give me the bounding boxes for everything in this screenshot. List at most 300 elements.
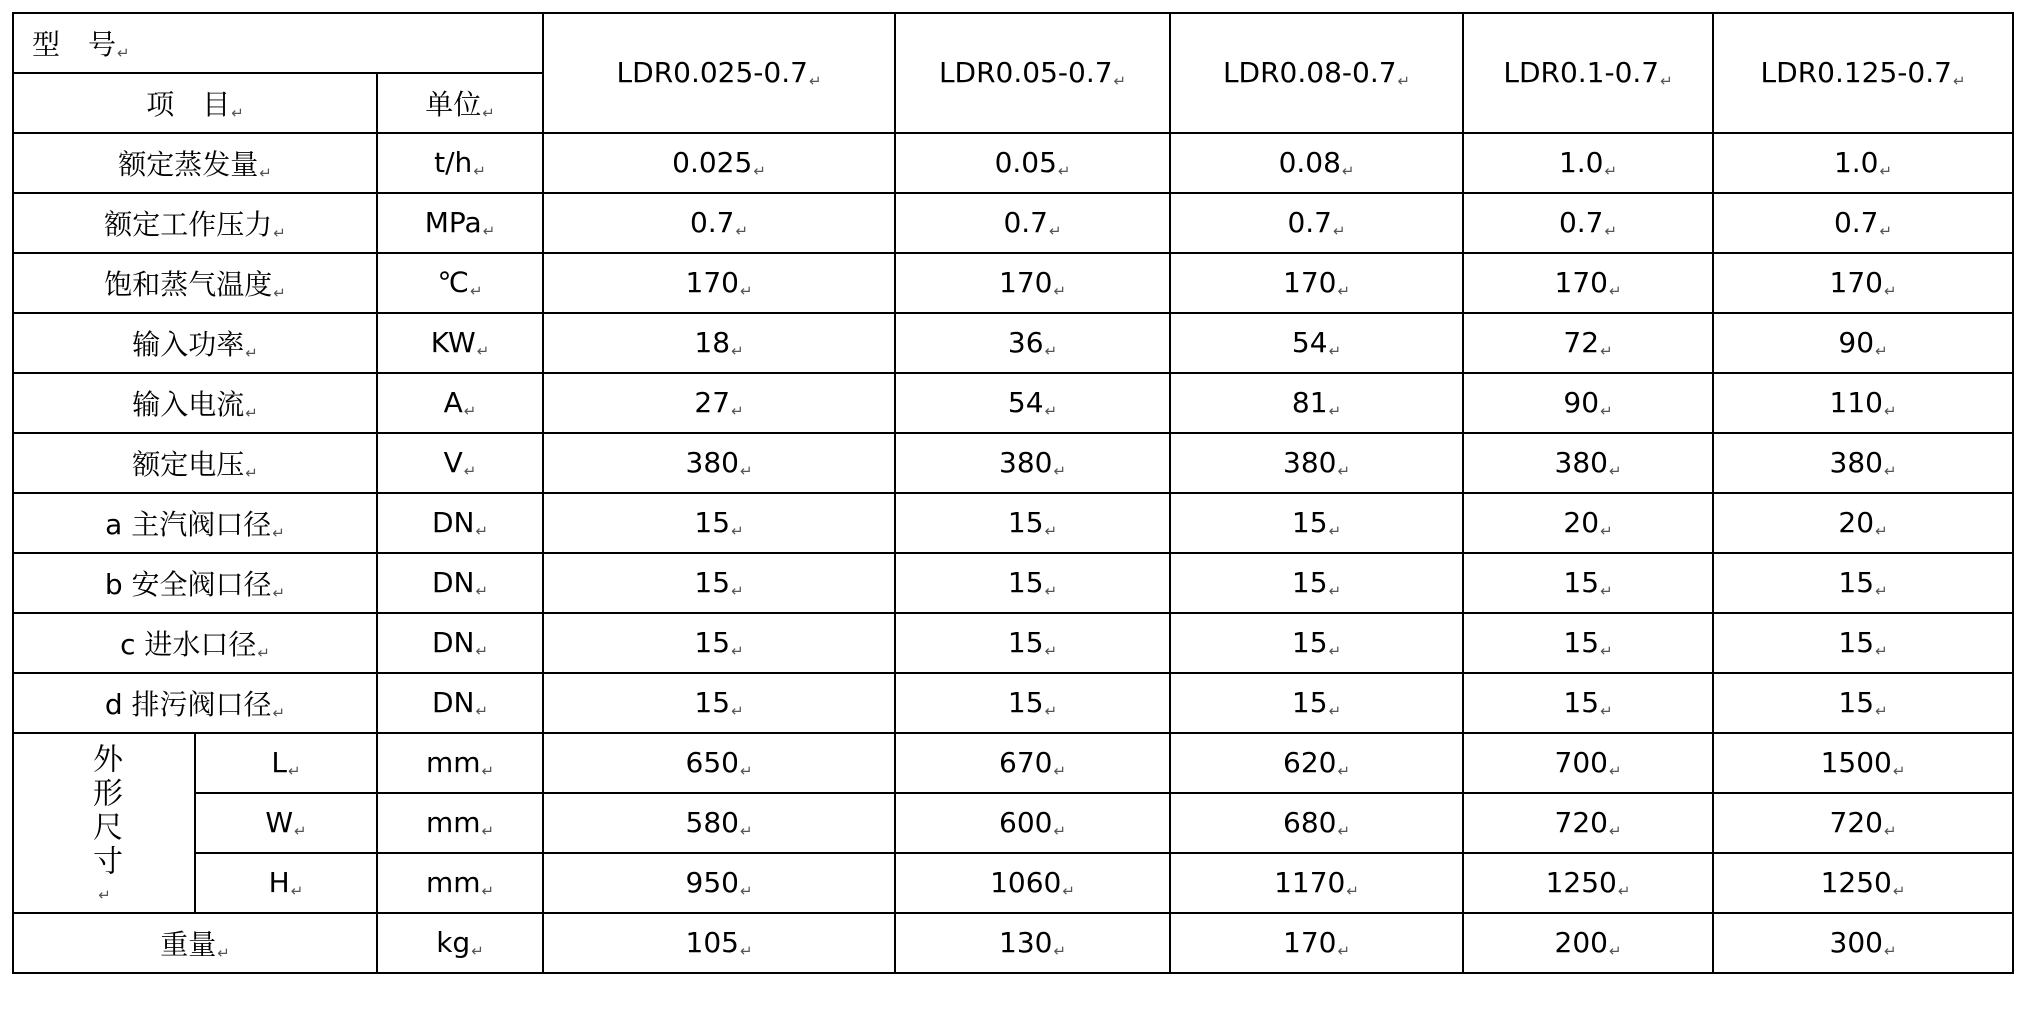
row-value [1713, 493, 2013, 553]
paragraph-mark-icon: ↵ [739, 762, 753, 780]
row-value-text: 15 [1838, 686, 1875, 719]
row-value-text: 170 [1283, 266, 1337, 299]
dimension-row [13, 793, 2013, 853]
row-value [1713, 613, 2013, 673]
model-header [1170, 13, 1463, 133]
row-value-text: 300 [1829, 926, 1883, 959]
row-item-label-text: d 排污阀口径 [104, 688, 272, 721]
paragraph-mark-icon: ↵ [739, 882, 753, 900]
row-value [543, 793, 895, 853]
row-value-text: 15 [1291, 506, 1328, 539]
row-value [543, 313, 895, 373]
paragraph-mark-icon: ↵ [1600, 642, 1613, 660]
row-value-text: 15 [1291, 566, 1328, 599]
item-label-text: 项 目 [146, 88, 231, 121]
row-value-text: 105 [685, 926, 739, 959]
row-value-text: 580 [685, 806, 739, 839]
row-value [1463, 373, 1713, 433]
paragraph-mark-icon: ↵ [1044, 642, 1058, 660]
paragraph-mark-icon: ↵ [1952, 72, 1966, 90]
row-value-text: 1250 [1820, 866, 1892, 899]
row-value [1170, 133, 1463, 193]
paragraph-mark-icon: ↵ [1337, 762, 1351, 780]
row-value-text: 170 [999, 266, 1053, 299]
unit-label [377, 73, 543, 133]
row-unit [377, 493, 543, 553]
row-unit [377, 133, 543, 193]
model-header [1713, 13, 2013, 133]
row-value [895, 133, 1170, 193]
row-value-text: 380 [999, 446, 1053, 479]
row-value [1170, 373, 1463, 433]
row-unit-text: DN [431, 506, 475, 539]
row-item-label-text: c 进水口径 [120, 628, 257, 661]
row-value-text: 15 [1563, 566, 1600, 599]
row-value-text: 1170 [1274, 866, 1346, 899]
row-value [1463, 133, 1713, 193]
row-unit-text: MPa [424, 206, 482, 239]
row-value [1713, 133, 2013, 193]
paragraph-mark-icon: ↵ [245, 404, 258, 422]
paragraph-mark-icon: ↵ [1875, 642, 1888, 660]
row-item-label-text: 额定电压 [132, 448, 245, 481]
row-value-text: 700 [1554, 746, 1608, 779]
paragraph-mark-icon: ↵ [272, 584, 286, 602]
paragraph-mark-icon: ↵ [1604, 162, 1618, 180]
paragraph-mark-icon: ↵ [731, 522, 744, 540]
table-row [13, 493, 2013, 553]
row-value [895, 373, 1170, 433]
paragraph-mark-icon: ↵ [482, 222, 496, 240]
row-unit-text: kg [436, 926, 471, 959]
paragraph-mark-icon: ↵ [475, 702, 489, 720]
row-item-label [13, 433, 377, 493]
row-value-text: 170 [1829, 266, 1883, 299]
paragraph-mark-icon: ↵ [272, 524, 285, 542]
row-value [1170, 433, 1463, 493]
row-value [1713, 853, 2013, 913]
paragraph-mark-icon: ↵ [1608, 762, 1622, 780]
row-value-text: 620 [1283, 746, 1337, 779]
row-value-text: 1.0 [1833, 146, 1879, 179]
row-value-text: 170 [1283, 926, 1337, 959]
row-value [895, 313, 1170, 373]
paragraph-mark-icon: ↵ [739, 282, 753, 300]
row-value [1713, 553, 2013, 613]
type-label-text: 型 号 [32, 28, 117, 61]
row-value-text: 720 [1829, 806, 1883, 839]
table-row [13, 253, 2013, 313]
row-value-text: 170 [685, 266, 739, 299]
paragraph-mark-icon: ↵ [1892, 762, 1906, 780]
row-value-text: 1250 [1545, 866, 1617, 899]
row-unit-text: mm [425, 746, 481, 779]
row-item-label [13, 253, 377, 313]
paragraph-mark-icon: ↵ [1044, 342, 1058, 360]
row-value-text: 0.7 [689, 206, 735, 239]
row-value-text: 27 [694, 386, 731, 419]
row-value-text: 380 [1554, 446, 1608, 479]
row-item-label [13, 373, 377, 433]
paragraph-mark-icon: ↵ [739, 822, 753, 840]
paragraph-mark-icon: ↵ [1883, 822, 1897, 840]
paragraph-mark-icon: ↵ [481, 822, 495, 840]
row-value-text: 650 [685, 746, 739, 779]
table-row [13, 133, 2013, 193]
model-header-text: LDR0.1-0.7 [1503, 56, 1660, 89]
paragraph-mark-icon: ↵ [1875, 342, 1888, 360]
row-item-label-text: 重量 [160, 928, 217, 961]
paragraph-mark-icon: ↵ [481, 762, 495, 780]
row-item-label [13, 613, 377, 673]
table-row [13, 913, 2013, 973]
row-value [1170, 493, 1463, 553]
paragraph-mark-icon: ↵ [481, 882, 495, 900]
paragraph-mark-icon: ↵ [1883, 282, 1897, 300]
paragraph-mark-icon: ↵ [1337, 822, 1351, 840]
paragraph-mark-icon: ↵ [273, 284, 286, 302]
row-value [895, 613, 1170, 673]
row-value-text: 1500 [1820, 746, 1892, 779]
row-unit-text: KW [430, 326, 476, 359]
paragraph-mark-icon: ↵ [1341, 162, 1355, 180]
row-item-label [13, 913, 377, 973]
row-unit [377, 913, 543, 973]
row-value-text: 380 [685, 446, 739, 479]
model-header [895, 13, 1170, 133]
paragraph-mark-icon: ↵ [1600, 522, 1613, 540]
row-value [1713, 913, 2013, 973]
paragraph-mark-icon: ↵ [1617, 882, 1631, 900]
row-value-text: 0.05 [994, 146, 1057, 179]
row-unit-text: mm [425, 806, 481, 839]
paragraph-mark-icon: ↵ [1397, 72, 1411, 90]
paragraph-mark-icon: ↵ [1337, 282, 1351, 300]
row-value [1463, 673, 1713, 733]
row-value-text: 0.025 [672, 146, 753, 179]
paragraph-mark-icon: ↵ [1328, 582, 1342, 600]
row-value [543, 613, 895, 673]
paragraph-mark-icon: ↵ [475, 582, 489, 600]
row-value [1463, 253, 1713, 313]
row-value [1713, 193, 2013, 253]
paragraph-mark-icon: ↵ [1337, 462, 1351, 480]
header-row [13, 13, 2013, 73]
row-item-label [13, 313, 377, 373]
row-unit [377, 433, 543, 493]
paragraph-mark-icon: ↵ [808, 72, 822, 90]
row-unit [377, 793, 543, 853]
table-row [13, 433, 2013, 493]
paragraph-mark-icon: ↵ [731, 582, 744, 600]
paragraph-mark-icon: ↵ [463, 402, 477, 420]
row-value-text: 15 [1563, 686, 1600, 719]
row-value [543, 253, 895, 313]
row-unit [377, 373, 543, 433]
row-value [1713, 793, 2013, 853]
row-value [895, 853, 1170, 913]
paragraph-mark-icon: ↵ [1608, 942, 1622, 960]
paragraph-mark-icon: ↵ [1875, 522, 1888, 540]
row-value [1170, 853, 1463, 913]
row-value [543, 133, 895, 193]
row-value [1713, 313, 2013, 373]
dimensions-group-label [13, 733, 195, 913]
row-value [1463, 613, 1713, 673]
table-row [13, 313, 2013, 373]
paragraph-mark-icon: ↵ [1892, 882, 1906, 900]
row-value [1170, 913, 1463, 973]
paragraph-mark-icon: ↵ [259, 164, 272, 182]
row-unit [377, 313, 543, 373]
row-value-text: 670 [999, 746, 1053, 779]
row-item-label-text: b 安全阀口径 [104, 568, 272, 601]
dimension-sub-label [195, 733, 377, 793]
row-value [895, 253, 1170, 313]
model-header-text: LDR0.05-0.7 [938, 56, 1113, 89]
paragraph-mark-icon: ↵ [98, 885, 111, 904]
paragraph-mark-icon: ↵ [753, 162, 766, 180]
row-item-label-text: 额定工作压力 [104, 208, 273, 241]
row-value-text: 170 [1554, 266, 1608, 299]
table-row [13, 613, 2013, 673]
row-unit [377, 553, 543, 613]
row-item-label-text: 饱和蒸气温度 [104, 268, 273, 301]
paragraph-mark-icon: ↵ [731, 342, 744, 360]
row-item-label-text: 额定蒸发量 [118, 148, 259, 181]
row-value-text: 15 [694, 506, 731, 539]
row-unit [377, 673, 543, 733]
paragraph-mark-icon: ↵ [1883, 942, 1897, 960]
paragraph-mark-icon: ↵ [739, 942, 753, 960]
row-item-label [13, 133, 377, 193]
paragraph-mark-icon: ↵ [735, 222, 749, 240]
row-value [1170, 613, 1463, 673]
paragraph-mark-icon: ↵ [1328, 522, 1342, 540]
row-item-label-text: a 主汽阀口径 [105, 508, 272, 541]
row-value-text: 15 [1838, 566, 1875, 599]
row-value-text: 15 [694, 566, 731, 599]
row-value [895, 433, 1170, 493]
row-value-text: 600 [999, 806, 1053, 839]
dimension-sub-label-text: H [268, 866, 290, 899]
paragraph-mark-icon: ↵ [217, 944, 230, 962]
paragraph-mark-icon: ↵ [1879, 222, 1893, 240]
row-value-text: 15 [1563, 626, 1600, 659]
table-row [13, 673, 2013, 733]
row-value-text: 0.7 [1287, 206, 1332, 239]
row-value [1713, 253, 2013, 313]
dimension-sub-label-text: L [271, 746, 288, 779]
row-value [543, 673, 895, 733]
row-unit [377, 733, 543, 793]
row-value [1463, 553, 1713, 613]
row-value [1170, 673, 1463, 733]
row-value [543, 733, 895, 793]
row-item-label [13, 493, 377, 553]
row-value-text: 15 [1007, 626, 1044, 659]
paragraph-mark-icon: ↵ [1660, 72, 1673, 90]
boiler-spec-table [12, 12, 2014, 974]
paragraph-mark-icon: ↵ [739, 462, 753, 480]
row-item-label [13, 193, 377, 253]
paragraph-mark-icon: ↵ [272, 704, 286, 722]
row-value [895, 913, 1170, 973]
row-value [543, 553, 895, 613]
paragraph-mark-icon: ↵ [1875, 582, 1888, 600]
unit-label-text: 单位 [425, 88, 482, 121]
row-value-text: 15 [1291, 686, 1328, 719]
row-value-text: 380 [1283, 446, 1337, 479]
table-row [13, 553, 2013, 613]
row-unit-text: mm [425, 866, 481, 899]
paragraph-mark-icon: ↵ [1049, 222, 1062, 240]
row-value-text: 1060 [990, 866, 1062, 899]
paragraph-mark-icon: ↵ [290, 882, 304, 900]
paragraph-mark-icon: ↵ [1053, 462, 1067, 480]
row-value-text: 15 [694, 626, 731, 659]
row-value [895, 193, 1170, 253]
paragraph-mark-icon: ↵ [288, 762, 301, 780]
paragraph-mark-icon: ↵ [231, 104, 244, 122]
row-value [543, 913, 895, 973]
row-unit-text: DN [431, 626, 475, 659]
row-value-text: 15 [1007, 566, 1044, 599]
row-value-text: 72 [1563, 326, 1600, 359]
type-label [13, 13, 543, 73]
model-header [1463, 13, 1713, 133]
row-value-text: 0.7 [1003, 206, 1048, 239]
paragraph-mark-icon: ↵ [1328, 642, 1342, 660]
row-value-text: 0.08 [1278, 146, 1341, 179]
row-value-text: 110 [1829, 386, 1883, 419]
paragraph-mark-icon: ↵ [1600, 582, 1613, 600]
paragraph-mark-icon: ↵ [1604, 222, 1618, 240]
row-value [1170, 553, 1463, 613]
row-value-text: 36 [1007, 326, 1044, 359]
row-value-text: 15 [1007, 686, 1044, 719]
row-value [1713, 733, 2013, 793]
row-item-label-text: 输入电流 [132, 388, 245, 421]
paragraph-mark-icon: ↵ [482, 104, 495, 122]
row-value [1713, 673, 2013, 733]
row-value [1463, 733, 1713, 793]
paragraph-mark-icon: ↵ [245, 344, 258, 362]
paragraph-mark-icon: ↵ [294, 822, 307, 840]
paragraph-mark-icon: ↵ [1328, 342, 1342, 360]
paragraph-mark-icon: ↵ [475, 522, 489, 540]
row-value [895, 793, 1170, 853]
row-value-text: 380 [1829, 446, 1883, 479]
row-value-text: 20 [1838, 506, 1875, 539]
row-value-text: 90 [1838, 326, 1875, 359]
table-row [13, 373, 2013, 433]
paragraph-mark-icon: ↵ [469, 282, 483, 300]
paragraph-mark-icon: ↵ [245, 464, 258, 482]
row-value [1463, 913, 1713, 973]
row-value [895, 553, 1170, 613]
paragraph-mark-icon: ↵ [731, 642, 744, 660]
paragraph-mark-icon: ↵ [1879, 162, 1893, 180]
row-value [895, 493, 1170, 553]
row-unit [377, 853, 543, 913]
row-value-text: 54 [1007, 386, 1044, 419]
row-value-text: 20 [1563, 506, 1600, 539]
paragraph-mark-icon: ↵ [471, 942, 484, 960]
paragraph-mark-icon: ↵ [1337, 942, 1351, 960]
row-value [543, 373, 895, 433]
row-value [1170, 793, 1463, 853]
model-header-text: LDR0.025-0.7 [616, 56, 808, 89]
paragraph-mark-icon: ↵ [1608, 822, 1622, 840]
row-value [1463, 793, 1713, 853]
row-value-text: 15 [1291, 626, 1328, 659]
paragraph-mark-icon: ↵ [257, 644, 270, 662]
dimension-sub-label [195, 793, 377, 853]
paragraph-mark-icon: ↵ [1883, 402, 1897, 420]
paragraph-mark-icon: ↵ [1608, 282, 1622, 300]
paragraph-mark-icon: ↵ [1113, 72, 1127, 90]
paragraph-mark-icon: ↵ [1044, 702, 1058, 720]
paragraph-mark-icon: ↵ [1333, 222, 1346, 240]
paragraph-mark-icon: ↵ [1044, 522, 1058, 540]
model-header [543, 13, 895, 133]
row-unit-text: DN [431, 566, 475, 599]
row-value [543, 493, 895, 553]
row-value [1713, 373, 2013, 433]
paragraph-mark-icon: ↵ [1328, 402, 1342, 420]
model-header-text: LDR0.125-0.7 [1760, 56, 1952, 89]
row-value [1463, 193, 1713, 253]
paragraph-mark-icon: ↵ [117, 44, 130, 62]
paragraph-mark-icon: ↵ [1053, 822, 1067, 840]
row-item-label-text: 输入功率 [132, 328, 245, 361]
paragraph-mark-icon: ↵ [1875, 702, 1888, 720]
row-value-text: 54 [1291, 326, 1328, 359]
row-value-text: 90 [1563, 386, 1600, 419]
row-unit [377, 613, 543, 673]
paragraph-mark-icon: ↵ [1346, 882, 1359, 900]
row-value [1170, 313, 1463, 373]
dimension-row [13, 733, 2013, 793]
paragraph-mark-icon: ↵ [463, 462, 477, 480]
dimension-sub-label-text: W [265, 806, 294, 839]
row-unit-text: A [443, 386, 463, 419]
row-item-label [13, 673, 377, 733]
paragraph-mark-icon: ↵ [473, 162, 486, 180]
item-label [13, 73, 377, 133]
row-value-text: 0.7 [1558, 206, 1604, 239]
row-value [1463, 433, 1713, 493]
row-value-text: 720 [1554, 806, 1608, 839]
row-unit-text: t/h [434, 146, 473, 179]
paragraph-mark-icon: ↵ [1053, 282, 1067, 300]
paragraph-mark-icon: ↵ [1053, 762, 1067, 780]
row-value [1463, 853, 1713, 913]
row-value [1170, 193, 1463, 253]
row-value [543, 433, 895, 493]
row-value [543, 853, 895, 913]
row-unit-text: DN [431, 686, 475, 719]
paragraph-mark-icon: ↵ [1062, 882, 1075, 900]
paragraph-mark-icon: ↵ [731, 702, 744, 720]
model-header-text: LDR0.08-0.7 [1222, 56, 1397, 89]
row-value-text: 130 [999, 926, 1053, 959]
row-value-text: 15 [694, 686, 731, 719]
row-unit-text: ℃ [437, 266, 469, 299]
row-unit [377, 253, 543, 313]
row-value-text: 200 [1554, 926, 1608, 959]
